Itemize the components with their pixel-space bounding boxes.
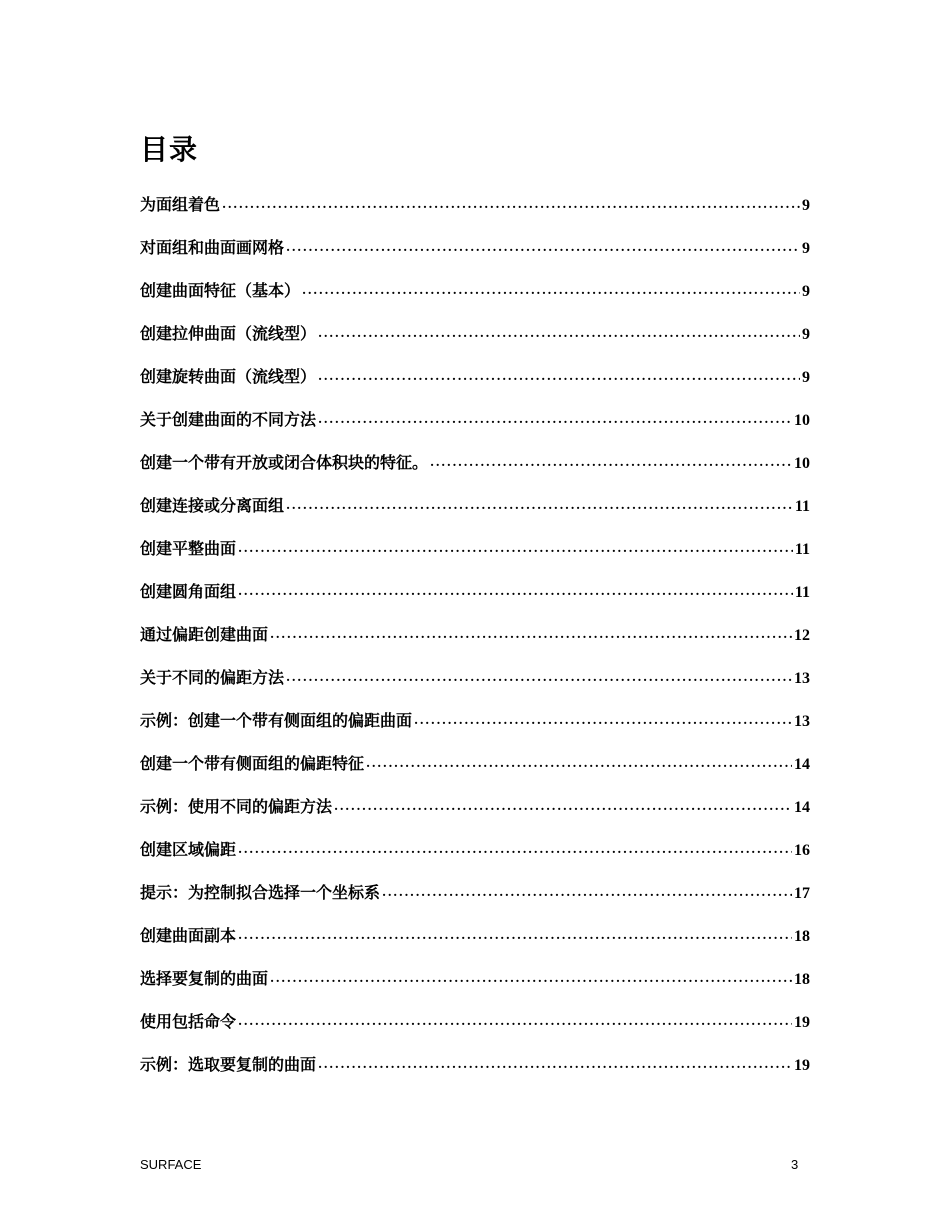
toc-entry-label: 使用包括命令 <box>140 1012 237 1031</box>
toc-entry[interactable] <box>140 493 810 536</box>
toc-entry-page: 10 <box>794 455 810 472</box>
toc-entry-page: 18 <box>794 971 810 988</box>
toc-entry-label: 为面组着色 <box>140 195 221 214</box>
toc-entry[interactable] <box>140 751 810 794</box>
toc-entry-page: 13 <box>794 713 810 730</box>
dot-leader <box>286 494 793 513</box>
toc-entry[interactable] <box>140 1052 810 1095</box>
toc-entry[interactable] <box>140 364 810 407</box>
toc-entry-page: 14 <box>794 799 810 816</box>
toc-entry[interactable] <box>140 794 810 837</box>
toc-entry[interactable] <box>140 665 810 708</box>
toc-entry-label: 创建一个带有侧面组的偏距特征 <box>140 754 365 773</box>
dot-leader <box>318 1053 792 1072</box>
dot-leader <box>238 537 793 556</box>
toc-entry[interactable] <box>140 837 810 880</box>
toc-entry-page: 11 <box>794 584 810 601</box>
toc-entry-label: 选择要复制的曲面 <box>140 969 269 988</box>
toc-entry[interactable] <box>140 622 810 665</box>
toc-entry[interactable] <box>140 450 810 493</box>
toc-entry-label: 示例：选取要复制的曲面 <box>140 1055 317 1074</box>
toc-entry-label: 创建旋转曲面（流线型） <box>140 367 317 386</box>
toc-entry-label: 创建圆角面组 <box>140 582 237 601</box>
dot-leader <box>286 666 792 685</box>
dot-leader <box>334 795 792 814</box>
toc-entry-label: 示例：使用不同的偏距方法 <box>140 797 333 816</box>
toc-entry[interactable] <box>140 278 810 321</box>
toc-entry[interactable] <box>140 880 810 923</box>
toc-entry[interactable] <box>140 1009 810 1052</box>
toc-entry-label: 创建拉伸曲面（流线型） <box>140 324 317 343</box>
toc-entry-page: 11 <box>794 541 810 558</box>
toc-entry-label: 创建平整曲面 <box>140 539 237 558</box>
dot-leader <box>238 924 792 943</box>
dot-leader <box>318 322 800 341</box>
toc-entry-page: 13 <box>794 670 810 687</box>
dot-leader <box>414 709 792 728</box>
dot-leader <box>238 1010 792 1029</box>
dot-leader <box>222 193 800 212</box>
dot-leader <box>270 623 792 642</box>
footer-document-name: SURFACE <box>140 1157 202 1172</box>
toc-entry-page: 9 <box>802 240 810 257</box>
toc-entry[interactable] <box>140 192 810 235</box>
toc-entry[interactable] <box>140 536 810 579</box>
dot-leader <box>318 365 800 384</box>
toc-entry-label: 创建曲面副本 <box>140 926 237 945</box>
dot-leader <box>270 967 792 986</box>
dot-leader <box>238 838 792 857</box>
page-title: 目录 <box>140 133 199 166</box>
toc-entry-label: 创建曲面特征（基本） <box>140 281 301 300</box>
toc-entry-label: 关于不同的偏距方法 <box>140 668 285 687</box>
toc-entry[interactable] <box>140 407 810 450</box>
dot-leader <box>238 580 793 599</box>
dot-leader <box>430 451 792 470</box>
toc-entry-label: 关于创建曲面的不同方法 <box>140 410 317 429</box>
table-of-contents <box>140 192 810 1095</box>
toc-entry-label: 创建一个带有开放或闭合体积块的特征。 <box>140 453 429 472</box>
toc-entry-page: 9 <box>802 197 810 214</box>
toc-entry[interactable] <box>140 321 810 364</box>
toc-entry-label: 创建区域偏距 <box>140 840 237 859</box>
toc-entry-label: 对面组和曲面画网格 <box>140 238 285 257</box>
toc-entry-page: 14 <box>794 756 810 773</box>
dot-leader <box>382 881 792 900</box>
toc-entry[interactable] <box>140 966 810 1009</box>
dot-leader <box>302 279 800 298</box>
toc-entry-page: 18 <box>794 928 810 945</box>
dot-leader <box>366 752 792 771</box>
toc-entry-page: 9 <box>802 369 810 386</box>
toc-entry-page: 17 <box>794 885 810 902</box>
toc-entry-page: 9 <box>802 283 810 300</box>
toc-entry[interactable] <box>140 708 810 751</box>
footer-page-number: 3 <box>791 1157 799 1172</box>
toc-entry-page: 12 <box>794 627 810 644</box>
toc-entry[interactable] <box>140 579 810 622</box>
toc-entry-page: 9 <box>802 326 810 343</box>
toc-entry-page: 19 <box>794 1014 810 1031</box>
toc-entry[interactable] <box>140 923 810 966</box>
toc-entry-label: 创建连接或分离面组 <box>140 496 285 515</box>
toc-entry-label: 通过偏距创建曲面 <box>140 625 269 644</box>
toc-entry-page: 11 <box>794 498 810 515</box>
toc-entry-page: 10 <box>794 412 810 429</box>
toc-entry[interactable] <box>140 235 810 278</box>
toc-entry-page: 16 <box>794 842 810 859</box>
dot-leader <box>318 408 792 427</box>
dot-leader <box>286 236 800 255</box>
toc-entry-label: 示例：创建一个带有侧面组的偏距曲面 <box>140 711 413 730</box>
toc-entry-page: 19 <box>794 1057 810 1074</box>
toc-entry-label: 提示：为控制拟合选择一个坐标系 <box>140 883 381 902</box>
